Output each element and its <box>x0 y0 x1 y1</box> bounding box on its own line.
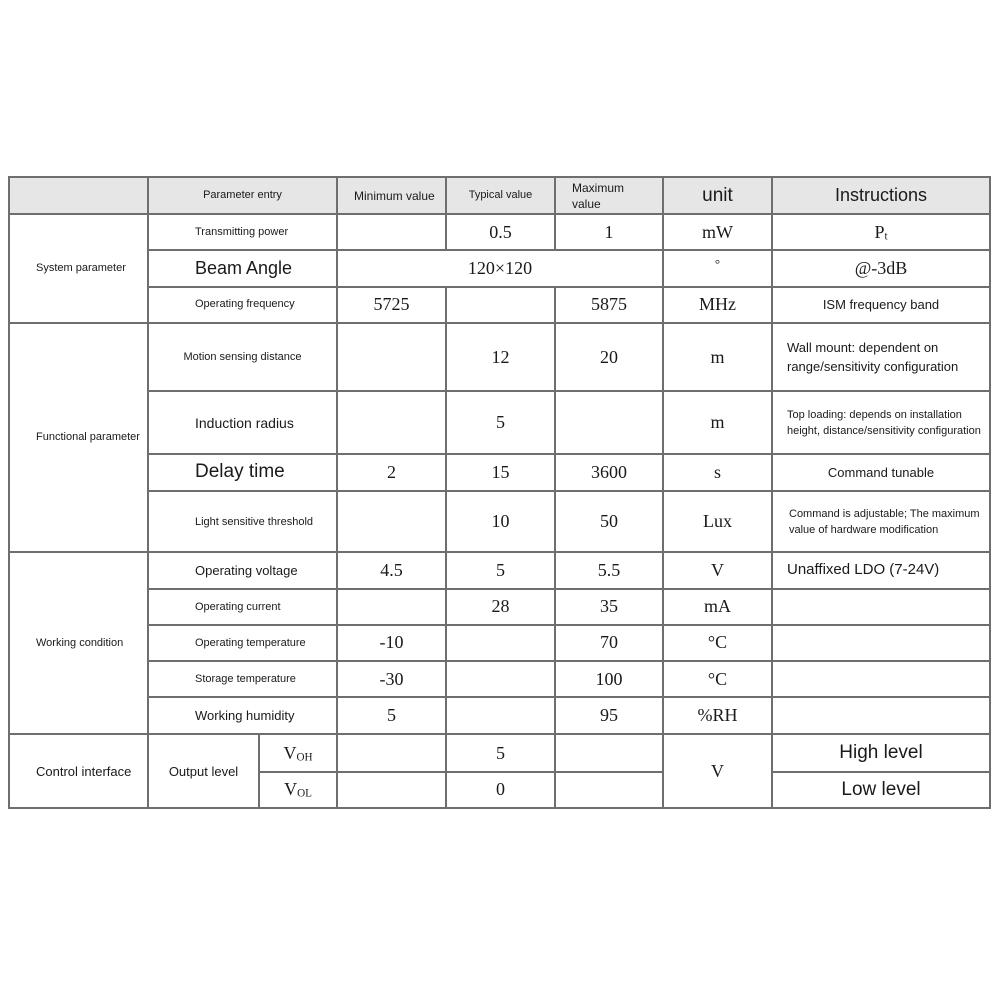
typical-value: 12 <box>446 323 555 391</box>
unit-value: mA <box>663 589 772 625</box>
instruction-note: Low level <box>772 772 990 808</box>
typical-value: 0.5 <box>446 214 555 250</box>
unit-value: %RH <box>663 697 772 734</box>
table-row <box>9 552 990 588</box>
unit-value: m <box>663 391 772 453</box>
table-row <box>9 214 990 250</box>
max-value <box>555 734 663 771</box>
max-value: 50 <box>555 491 663 552</box>
instruction-note: @-3dB <box>772 250 990 286</box>
specification-table <box>8 176 991 809</box>
min-value <box>337 589 446 625</box>
min-value <box>337 772 446 808</box>
param-name: Induction radius <box>148 391 337 453</box>
param-name: Operating current <box>148 589 337 625</box>
param-name: Operating temperature <box>148 625 337 661</box>
table-row <box>9 454 990 491</box>
unit-value: MHz <box>663 287 772 323</box>
header-maximum: Maximum value <box>555 177 663 214</box>
instruction-note: Command tunable <box>772 454 990 491</box>
unit-value: °C <box>663 625 772 661</box>
max-value <box>555 391 663 453</box>
param-name: Storage temperature <box>148 661 337 697</box>
max-value: 100 <box>555 661 663 697</box>
unit-value: ° <box>663 250 772 286</box>
typical-value: 5 <box>446 552 555 588</box>
vol-symbol: VOL <box>259 772 337 808</box>
table-row <box>9 661 990 697</box>
max-value <box>555 772 663 808</box>
unit-value: Lux <box>663 491 772 552</box>
typical-value: 10 <box>446 491 555 552</box>
beam-angle-value: 120×120 <box>337 250 663 286</box>
instruction-note <box>772 625 990 661</box>
unit-value: s <box>663 454 772 491</box>
max-value: 5875 <box>555 287 663 323</box>
instruction-note: Command is adjustable; The maximum value of hardware modification <box>772 491 990 552</box>
param-name: Delay time <box>148 454 337 491</box>
max-value: 35 <box>555 589 663 625</box>
group-working-condition: Working condition <box>9 552 148 734</box>
min-value <box>337 734 446 771</box>
max-value: 95 <box>555 697 663 734</box>
param-name: Working humidity <box>148 697 337 734</box>
table-row <box>9 697 990 734</box>
power-symbol: P <box>874 221 885 242</box>
param-name: Motion sensing distance <box>148 323 337 391</box>
typical-value: 0 <box>446 772 555 808</box>
header-unit: unit <box>663 177 772 214</box>
min-value <box>337 491 446 552</box>
min-value: 5 <box>337 697 446 734</box>
instruction-note: Unaffixed LDO (7-24V) <box>772 552 990 588</box>
instruction-note: ISM frequency band <box>772 287 990 323</box>
header-instructions: Instructions <box>772 177 990 214</box>
param-name-output-level: Output level <box>148 734 259 808</box>
header-typical: Typical value <box>446 177 555 214</box>
table-row <box>9 391 990 453</box>
typical-value <box>446 661 555 697</box>
group-system-parameter: System parameter <box>9 214 148 323</box>
max-value: 3600 <box>555 454 663 491</box>
min-value <box>337 214 446 250</box>
instruction-note: High level <box>772 734 990 771</box>
typical-value <box>446 625 555 661</box>
instruction-note <box>772 697 990 734</box>
voh-symbol: VOH <box>259 734 337 771</box>
param-name: Operating frequency <box>148 287 337 323</box>
typical-value <box>446 287 555 323</box>
max-value: 20 <box>555 323 663 391</box>
instruction-note <box>772 589 990 625</box>
power-symbol-subscript: t <box>884 230 888 243</box>
param-name: Operating voltage <box>148 552 337 588</box>
unit-value: °C <box>663 661 772 697</box>
typical-value: 5 <box>446 734 555 771</box>
min-value: 5725 <box>337 287 446 323</box>
instruction-note <box>772 661 990 697</box>
unit-value: V <box>663 552 772 588</box>
typical-value <box>446 697 555 734</box>
table-row <box>9 625 990 661</box>
min-value: 4.5 <box>337 552 446 588</box>
max-value: 5.5 <box>555 552 663 588</box>
max-value: 70 <box>555 625 663 661</box>
unit-value: mW <box>663 214 772 250</box>
table-row <box>9 287 990 323</box>
min-value <box>337 323 446 391</box>
min-value <box>337 391 446 453</box>
unit-value: m <box>663 323 772 391</box>
typical-value: 5 <box>446 391 555 453</box>
min-value: 2 <box>337 454 446 491</box>
instruction-note: Wall mount: dependent on range/sensitivity configuration <box>772 323 990 391</box>
table-row <box>9 250 990 286</box>
header-row <box>9 177 990 214</box>
typical-value: 15 <box>446 454 555 491</box>
header-group-cell <box>9 177 148 214</box>
header-minimum: Minimum value <box>337 177 446 214</box>
min-value: -30 <box>337 661 446 697</box>
table-row <box>9 323 990 391</box>
group-functional-parameter: Functional parameter <box>9 323 148 552</box>
table-row <box>9 491 990 552</box>
param-name: Beam Angle <box>148 250 337 286</box>
max-value: 1 <box>555 214 663 250</box>
param-name: Transmitting power <box>148 214 337 250</box>
table-row <box>9 589 990 625</box>
table-row <box>9 734 990 771</box>
unit-value: V <box>663 734 772 808</box>
param-name: Light sensitive threshold <box>148 491 337 552</box>
header-parameter-entry: Parameter entry <box>148 177 337 214</box>
instruction-note <box>772 214 990 250</box>
typical-value: 28 <box>446 589 555 625</box>
group-control-interface: Control interface <box>9 734 148 808</box>
instruction-note: Top loading: depends on installation height, distance/sensitivity configuration <box>772 391 990 453</box>
min-value: -10 <box>337 625 446 661</box>
